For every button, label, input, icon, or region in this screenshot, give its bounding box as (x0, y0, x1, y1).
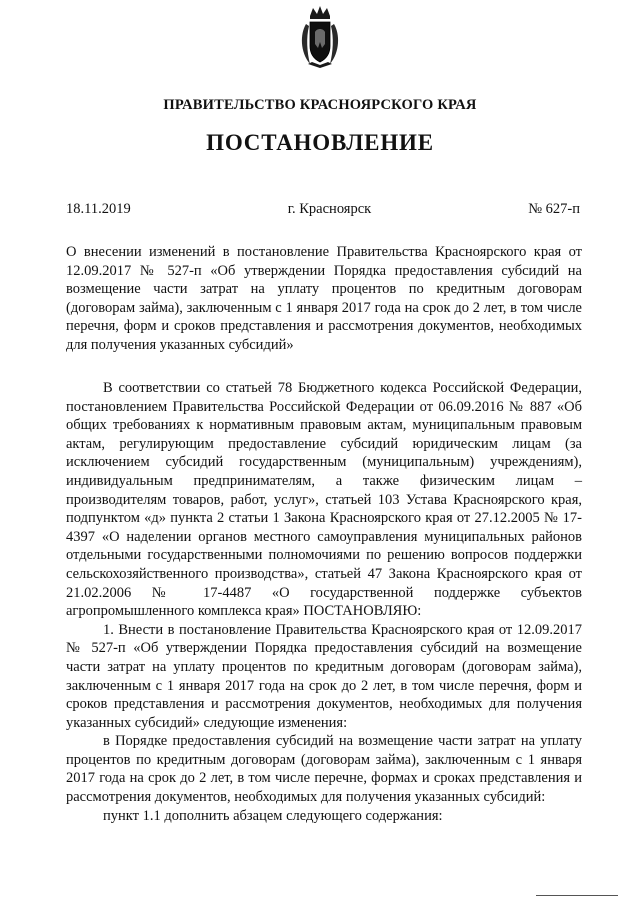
document-number: № 627-п (528, 201, 580, 217)
document-body (66, 379, 582, 825)
document-subject: О внесении изменений в постановление Правительства Красноярского края от 12.09.2017 № 527-п «Об утверждении Порядка предоставления субсидий на возмещение части затрат на уплату процентов по кредитным договорам (договорам займа), заключенным с 1 января 2017 года на срок до 2 лет, в том числе перечня, форм и сроков представления и рассмотрения документов, необходимых для получения указанных субсидий» (66, 244, 582, 353)
item-1-sub-paragraph: в Порядке предоставления субсидий на возмещение части затрат на уплату процентов по кредитным договорам (договорам займа), заключенным с 1 января 2017 года на срок до 2 лет, в том числе перечне, формах и сроках представления и рассмотрения документов, необходимых для получения указанных субсидий: (66, 733, 582, 806)
coat-of-arms-icon (298, 4, 342, 70)
scan-artifact-line (536, 895, 618, 896)
preamble-paragraph: В соответствии со статьей 78 Бюджетного кодекса Российской Федерации, постановлением Правительства Российской Федерации от 06.09.2016 № 887 «Об общих требованиях к нормативным правовым актам, муниципальным правовым актам, регулирующим предоставление субсидий юридическим лицам (за исключением субсидий государственным (муниципальным) учреждениям), индивидуальным предпринимателям, а также физическим лицам – производителям товаров, работ, услуг», статьей 103 Устава Красноярского края, подпунктом «д» пункта 2 статьи 1 Закона Красноярского края от 27.12.2005 № 17-4397 «О наделении органов местного самоуправления муниципальных районов отдельными государственными полномочиями по решению вопросов поддержки сельскохозяйственного производства», статьей 47 Закона Красноярского края от 21.02.2006 № 17-4487 «О государственной поддержке субъектов агропромышленного комплекса края» ПОСТАНОВЛЯЮ: (66, 380, 582, 620)
document-meta-row (66, 201, 580, 218)
clause-paragraph: пункт 1.1 дополнить абзацем следующего содержания: (103, 807, 443, 824)
item-1-paragraph: 1. Внести в постановление Правительства Красноярского края от 12.09.2017 № 527-п «Об утверждении Порядка предоставления субсидий на возмещение части затрат на уплату процентов по кредитным договорам (договорам займа), заключенным с 1 января 2017 года на срок до 2 лет, в том числе перечня, форм и сроков представления и рассмотрения документов, необходимых для получения указанных субсидий» следующие изменения: (66, 621, 582, 731)
document-date: 18.11.2019 (66, 201, 131, 217)
document-city: г. Красноярск (287, 201, 372, 217)
document-type-title: ПОСТАНОВЛЕНИЕ (206, 130, 434, 155)
government-title: ПРАВИТЕЛЬСТВО КРАСНОЯРСКОГО КРАЯ (163, 97, 477, 113)
